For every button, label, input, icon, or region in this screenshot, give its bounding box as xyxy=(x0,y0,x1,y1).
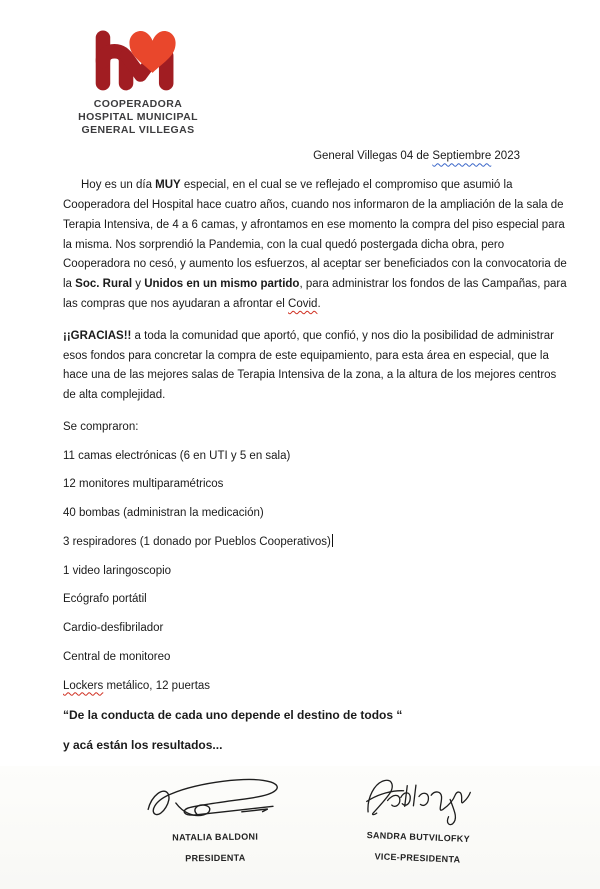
list-item-lockers xyxy=(63,677,568,697)
closing-results: y acá están los resultados... xyxy=(63,738,223,753)
p1-run: especial, en el cual se ve reflejado el compromiso que asumió la Cooperadora del Hospital hace cuatro años, cuando nos informaron de la ampliación de la sala de Terapia Intensiva, de 4 a 6 camas, y afrontamos en ese momento la compra del piso especial para la misma. Nos sorprendió la Pandemia, con la cual quedó postergada dicha obra, pero Cooperadora no cesó, y aumento los esfuerzos, al aceptar ser beneficiados con la convocatoria de la xyxy=(63,179,567,291)
signer-name: SANDRA BUTVILOFKY xyxy=(366,829,471,844)
p2-bold-gracias: ¡¡GRACIAS!! xyxy=(63,329,132,342)
date-line xyxy=(0,150,600,162)
lockers-rest: metálico, 12 puertas xyxy=(103,679,211,692)
text-cursor xyxy=(332,534,333,547)
list-item-central-monitoreo: Central de monitoreo xyxy=(63,650,171,663)
p1-bold-unidos: Unidos en un mismo partido xyxy=(144,278,300,291)
date-prefix: General Villegas 04 de xyxy=(313,150,433,163)
list-item-camas: 11 camas electrónicas (6 en UTI y 5 en sala) xyxy=(63,449,291,462)
p1-spellcheck-covid: Covid xyxy=(288,297,318,310)
letterhead xyxy=(0,0,600,136)
lockers-spellcheck-word: Lockers xyxy=(63,679,104,692)
p2-run: a toda la comunidad que aportó, que confió, y nos dio la posibilidad de administrar esos fondos para concretar la compra de este equipamiento, para esta área en especial, que la hace una de las mejores salas de Terapia Intensiva de la zona, a la altura de los mejores centros de alta complejidad. xyxy=(63,329,557,402)
signer-title: VICE-PRESIDENTA xyxy=(374,851,461,865)
signature-block-vice-presidenta xyxy=(332,770,505,865)
date-grammar-flagged-word: Septiembre xyxy=(432,150,492,163)
date-suffix: 2023 xyxy=(491,150,520,163)
signer-name: NATALIA BALDONI xyxy=(172,831,259,843)
hm-heart-logo-icon xyxy=(91,26,185,94)
paragraph-intro xyxy=(63,176,568,314)
list-item-laringoscopio: 1 video laringoscopio xyxy=(63,564,172,577)
p1-bold-muy: MUY xyxy=(155,179,181,192)
p1-run: , para administrar los fondos de las Campañas, para las compras que nos ayudaran a afrontar el xyxy=(63,278,567,310)
list-item-respiradores-text: 3 respiradores (1 donado por Pueblos Cooperativos) xyxy=(63,535,331,548)
p1-run: . xyxy=(317,297,321,310)
list-intro: Se compraron: xyxy=(63,420,139,433)
list-item-ecografo: Ecógrafo portátil xyxy=(63,593,147,606)
signatures-section xyxy=(0,766,600,889)
logo-line-1: COOPERADORA xyxy=(93,98,183,110)
list-item-desfibrilador: Cardio-desfibrilador xyxy=(63,622,164,635)
paragraph-gracias xyxy=(63,327,568,406)
logo-text xyxy=(68,98,208,136)
signature-sandra-butvilofky-icon xyxy=(360,771,480,827)
list-item-bombas: 40 bombas (administran la medicación) xyxy=(63,507,264,520)
letter-body xyxy=(63,176,568,755)
hospital-logo xyxy=(68,26,208,136)
signature-natalia-baldoni-icon xyxy=(135,773,296,827)
p1-bold-soc-rural: Soc. Rural xyxy=(75,278,133,291)
signature-block-presidenta xyxy=(120,773,311,864)
logo-line-3: GENERAL VILLEGAS xyxy=(81,123,195,136)
p1-run: Hoy es un día xyxy=(81,179,156,192)
logo-line-2: HOSPITAL MUNICIPAL xyxy=(78,110,198,123)
closing-quote: “De la conducta de cada uno depende el destino de todos “ xyxy=(63,708,403,723)
list-item-monitores: 12 monitores multiparamétricos xyxy=(63,478,224,491)
p1-run: y xyxy=(132,278,145,291)
signer-title: PRESIDENTA xyxy=(185,852,246,864)
list-item-respiradores xyxy=(63,533,568,553)
